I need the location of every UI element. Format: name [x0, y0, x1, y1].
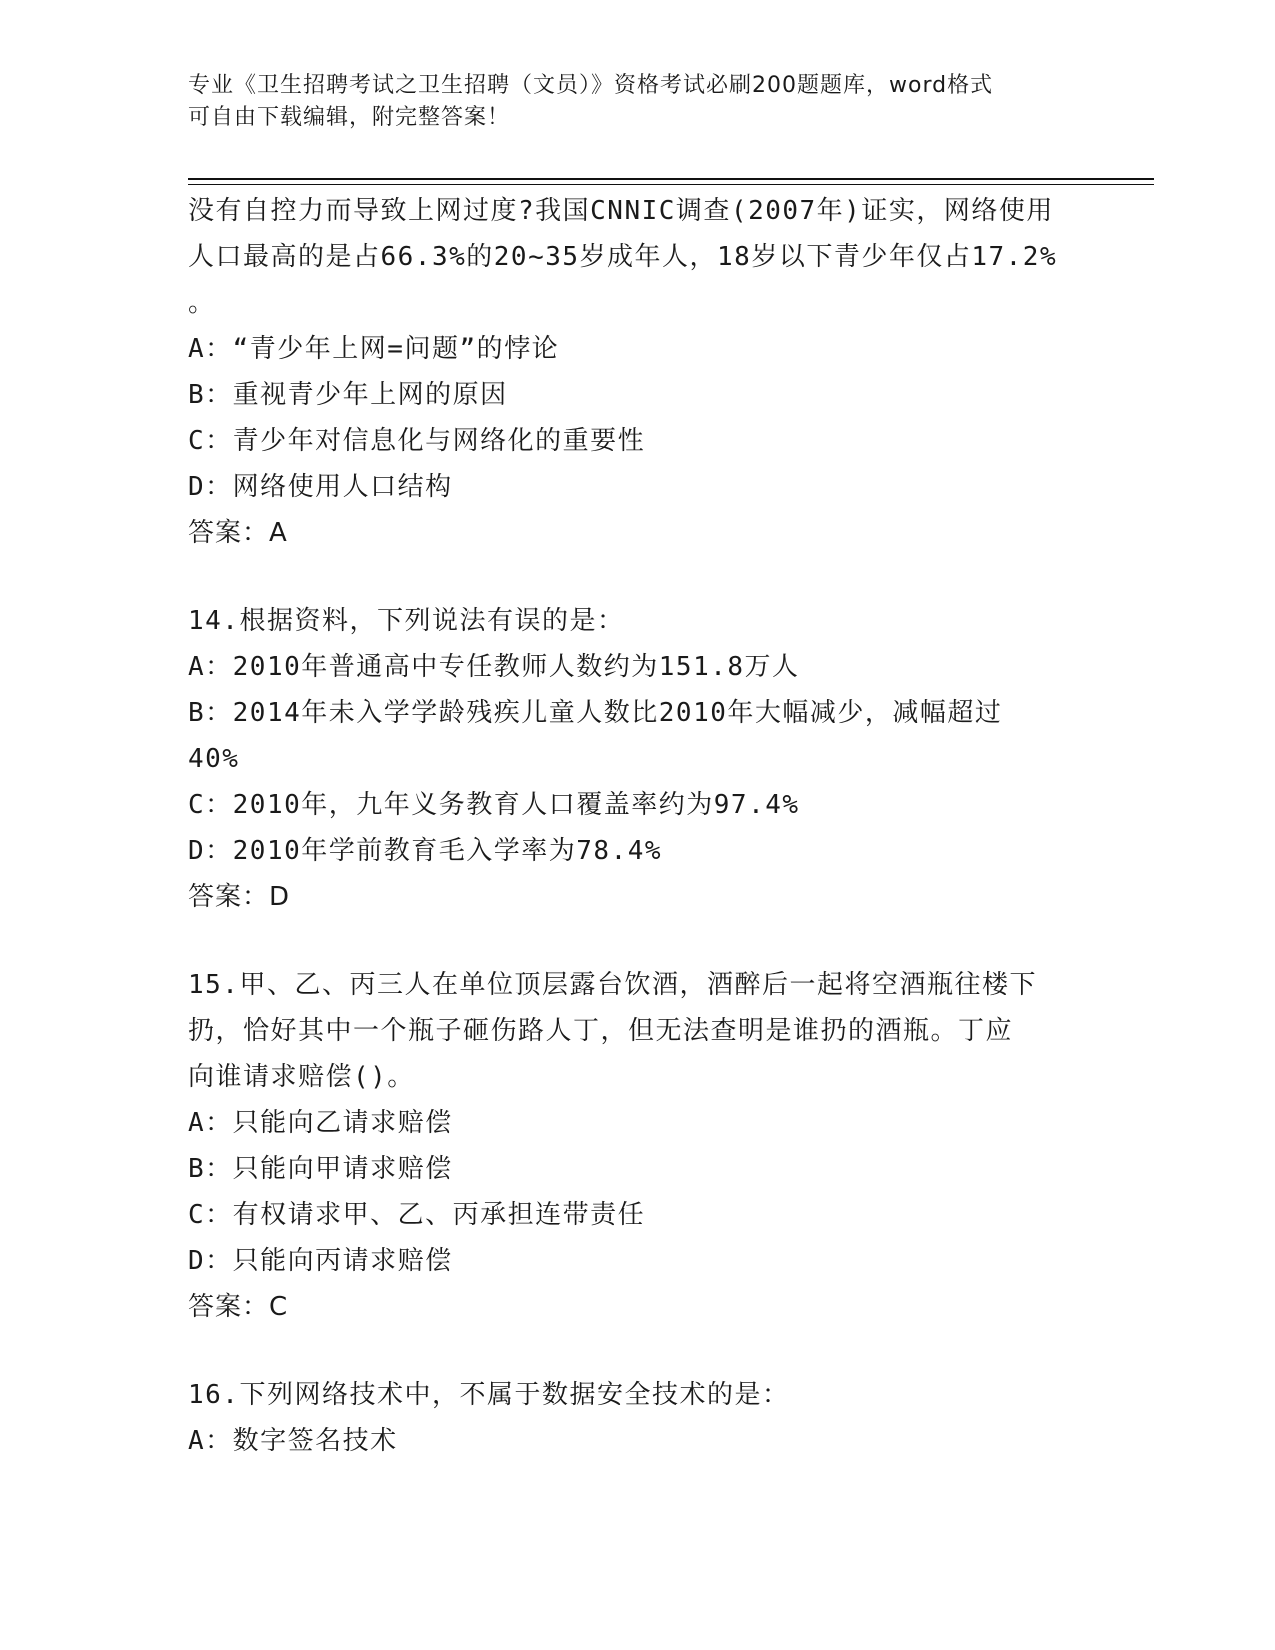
question-text-line: 没有自控力而导致上网过度?我国CNNIC调查(2007年)证实，网络使用 [188, 196, 1054, 226]
option-b-continued: 40% [188, 744, 240, 774]
answer-label: 答案：C [188, 1292, 289, 1322]
option-a: A：“青少年上网=问题”的悖论 [188, 334, 560, 364]
option-a: A：只能向乙请求赔偿 [188, 1108, 453, 1138]
option-d: D：只能向丙请求赔偿 [188, 1246, 453, 1276]
question-13-continued [188, 188, 1108, 556]
document-body [188, 188, 1108, 1464]
question-15 [188, 962, 1108, 1330]
document-header [188, 70, 1088, 134]
header-title-line-1: 专业《卫生招聘考试之卫生招聘（文员）》资格考试必刷200题题库，word格式 [188, 73, 994, 98]
option-a: A：2010年普通高中专任教师人数约为151.8万人 [188, 652, 800, 682]
question-stem: 14.根据资料，下列说法有误的是： [188, 606, 625, 636]
question-stem: 扔，恰好其中一个瓶子砸伤路人丁，但无法查明是谁扔的酒瓶。丁应 [188, 1016, 1014, 1046]
header-divider-thin [188, 184, 1154, 185]
header-title-line-2: 可自由下载编辑，附完整答案！ [188, 105, 511, 130]
question-stem: 15.甲、乙、丙三人在单位顶层露台饮酒，酒醉后一起将空酒瓶往楼下 [188, 970, 1037, 1000]
answer-label: 答案：D [188, 882, 291, 912]
option-c: C：青少年对信息化与网络化的重要性 [188, 426, 646, 456]
option-b: B：重视青少年上网的原因 [188, 380, 508, 410]
option-d: D：2010年学前教育毛入学率为78.4% [188, 836, 663, 866]
option-c: C：2010年，九年义务教育人口覆盖率约为97.4% [188, 790, 800, 820]
option-b: B：只能向甲请求赔偿 [188, 1154, 453, 1184]
option-c: C：有权请求甲、乙、丙承担连带责任 [188, 1200, 646, 1230]
option-a: A：数字签名技术 [188, 1426, 398, 1456]
question-14 [188, 598, 1108, 920]
answer-label: 答案：A [188, 518, 288, 548]
question-text-line: 。 [188, 288, 216, 318]
question-text-line: 人口最高的是占66.3%的20~35岁成年人，18岁以下青少年仅占17.2% [188, 242, 1058, 272]
question-stem: 16.下列网络技术中，不属于数据安全技术的是： [188, 1380, 790, 1410]
question-stem: 向谁请求赔偿()。 [188, 1062, 415, 1092]
option-d: D：网络使用人口结构 [188, 472, 453, 502]
question-16 [188, 1372, 1108, 1464]
option-b: B：2014年未入学学龄残疾儿童人数比2010年大幅减少，减幅超过 [188, 698, 1003, 728]
header-divider-thick [188, 178, 1154, 180]
